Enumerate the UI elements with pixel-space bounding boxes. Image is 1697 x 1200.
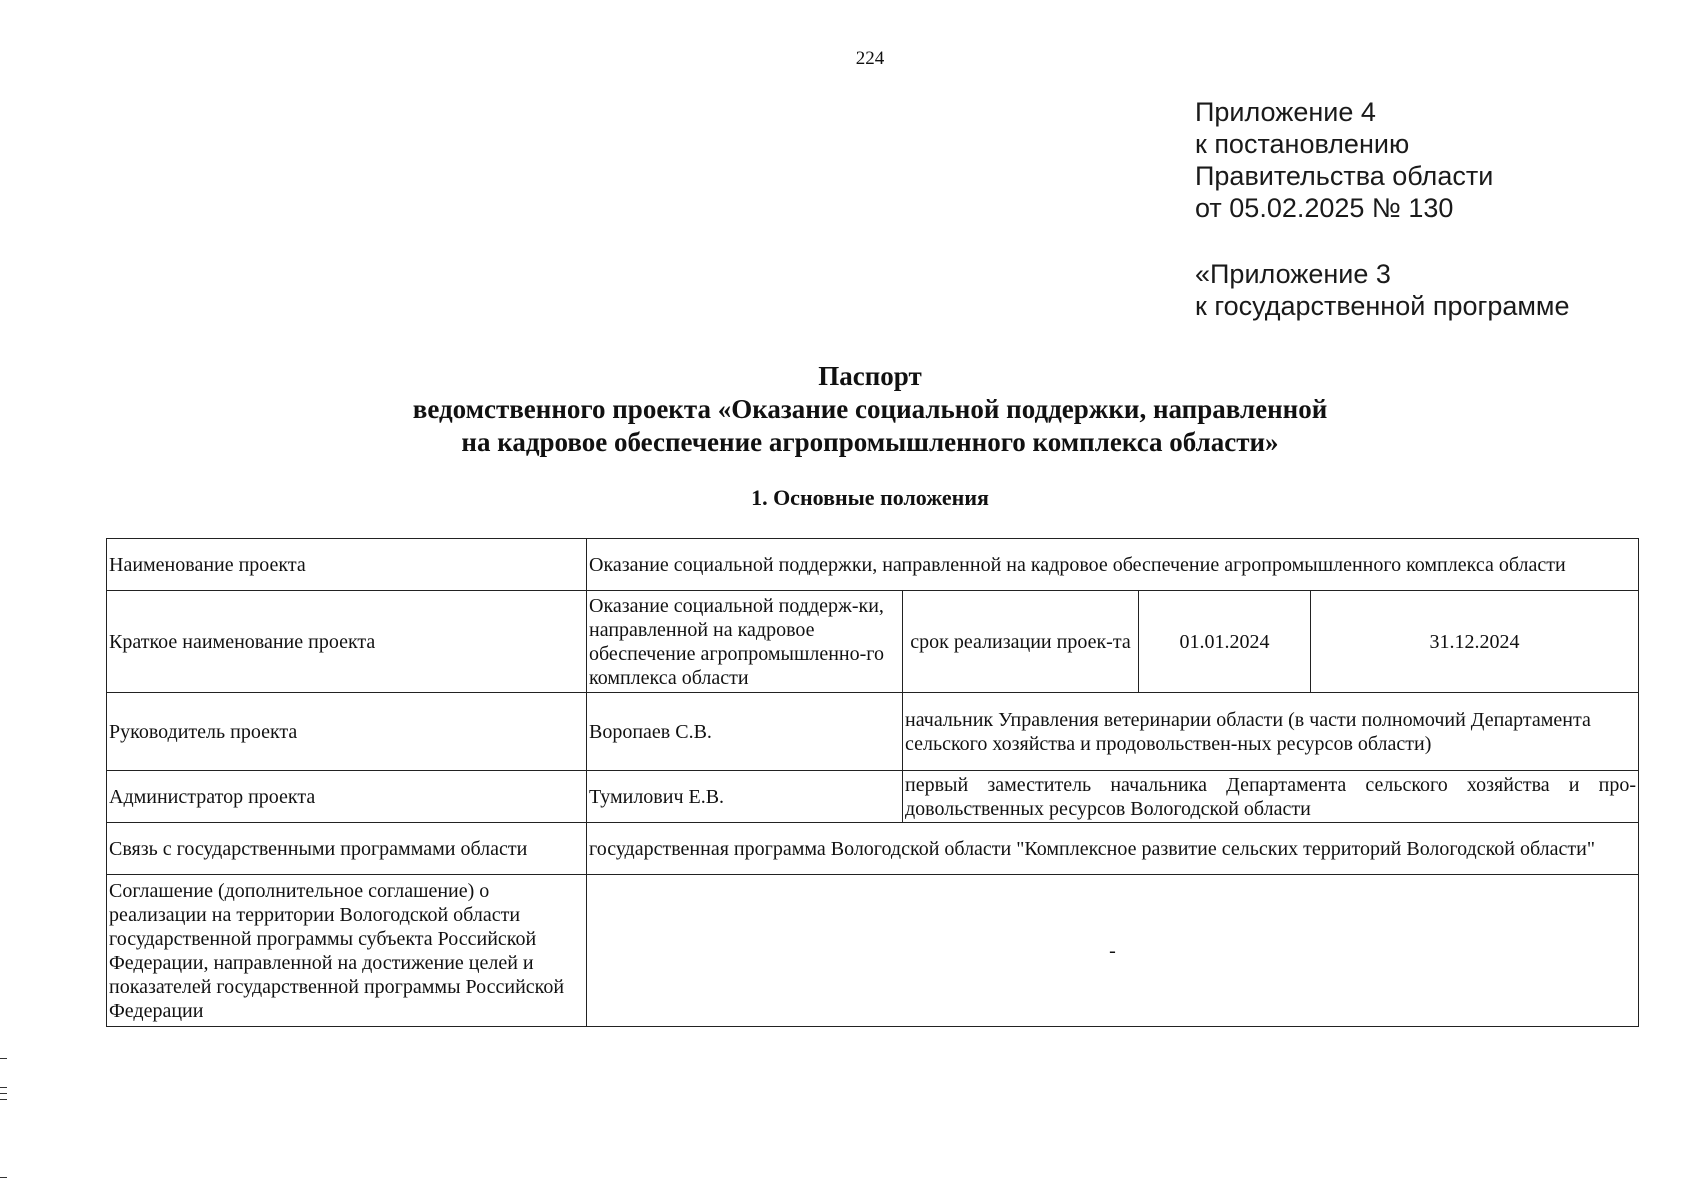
appendix-header [1195, 96, 1493, 224]
section-title: 1. Основные положения [751, 485, 989, 510]
appendix-line: к постановлению [1195, 129, 1410, 159]
project-name-label: Наименование проекта [107, 539, 587, 591]
agreement-label: Соглашение (дополнительное соглашение) о реализации на территории Вологодской области государственной программы субъекта Российской Федерации, направленной на достижение целей и показателей государственной программы Российской Федерации [107, 875, 587, 1027]
head-label: Руководитель проекта [107, 693, 587, 771]
table-row [107, 539, 1639, 591]
document-title [0, 360, 1697, 459]
appendix-line: от 05.02.2025 № 130 [1195, 193, 1454, 223]
short-name-value: Оказание социальной поддерж-ки, направленной на кадровое обеспечение агропромышленно-го комплекса области [587, 591, 903, 693]
term-label: срок реализации проек-та [903, 591, 1139, 693]
project-name-value: Оказание социальной поддержки, направленной на кадровое обеспечение агропромышленного комплекса области [587, 539, 1639, 591]
page-number: 224 [855, 48, 885, 69]
admin-name: Тумилович Е.В. [587, 771, 903, 823]
appendix-line: «Приложение 3 [1195, 259, 1391, 289]
margin-mark [0, 1087, 7, 1088]
passport-table [106, 538, 1639, 1027]
table-row [107, 875, 1639, 1027]
table-row [107, 591, 1639, 693]
margin-mark [0, 1058, 7, 1059]
margin-mark [0, 1093, 7, 1094]
appendix-line: Правительства области [1195, 161, 1494, 191]
margin-mark [0, 1099, 7, 1100]
admin-position: первый заместитель начальника Департамента сельского хозяйства и про-довольственных ресурсов Вологодской области [903, 771, 1639, 823]
margin-mark [0, 1177, 7, 1178]
term-start: 01.01.2024 [1139, 591, 1311, 693]
title-line: на кадровое обеспечение агропромышленного комплекса области» [461, 427, 1279, 457]
title-line: ведомственного проекта «Оказание социальной поддержки, направленной [412, 394, 1328, 424]
short-name-label: Краткое наименование проекта [107, 591, 587, 693]
agreement-value: - [587, 875, 1639, 1027]
table-row [107, 693, 1639, 771]
appendix-line: Приложение 4 [1195, 97, 1376, 127]
title-line: Паспорт [818, 361, 922, 391]
table-row [107, 823, 1639, 875]
link-label: Связь с государственными программами области [107, 823, 587, 875]
head-name: Воропаев С.В. [587, 693, 903, 771]
table-row [107, 771, 1639, 823]
head-position: начальник Управления ветеринарии области (в части полномочий Департамента сельского хозяйства и продовольствен-ных ресурсов области) [903, 693, 1639, 771]
appendix-line: к государственной программе [1195, 291, 1570, 321]
link-value: государственная программа Вологодской области "Комплексное развитие сельских территорий Вологодской области" [587, 823, 1639, 875]
appendix-program-header [1195, 258, 1570, 322]
admin-label: Администратор проекта [107, 771, 587, 823]
term-end: 31.12.2024 [1311, 591, 1639, 693]
